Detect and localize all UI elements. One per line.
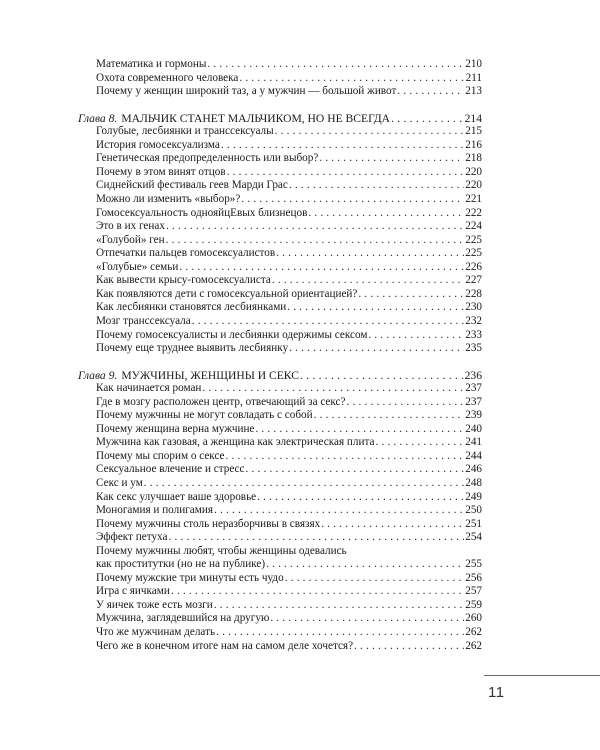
toc-entry	[96, 72, 482, 86]
toc-entry-title: Моногамия и полигамия	[96, 504, 213, 517]
toc-entry	[96, 477, 482, 491]
toc-entry-page: 213	[465, 85, 482, 98]
dot-leader	[166, 220, 464, 234]
dot-leader	[241, 193, 464, 207]
toc-entry-title: Секс и ум	[96, 477, 143, 489]
toc-entry	[96, 599, 482, 613]
chapter-label: Глава 9.	[78, 368, 118, 382]
toc-entry	[96, 247, 482, 261]
toc-entry-page: 237	[465, 382, 482, 395]
dot-leader	[276, 247, 464, 261]
dot-leader	[289, 342, 464, 356]
toc-entry-title: Можно ли изменить «выбор»?	[96, 193, 241, 205]
toc-entry	[96, 152, 482, 166]
dot-leader	[397, 85, 464, 99]
toc-entry-title: Почему мужские три минуты есть чудо	[96, 571, 284, 584]
toc-entry-page: 249	[465, 490, 482, 503]
dot-leader	[221, 139, 464, 153]
dot-leader	[144, 477, 464, 491]
toc-entry	[96, 463, 482, 477]
dot-leader	[166, 234, 465, 248]
toc-entry	[96, 450, 482, 464]
toc-entry	[96, 193, 482, 207]
toc-entry-page: 246	[465, 463, 482, 476]
dot-leader	[375, 436, 464, 450]
toc-entry	[96, 207, 482, 221]
dot-leader	[391, 112, 464, 126]
dot-leader	[255, 423, 464, 437]
dot-leader	[319, 152, 464, 166]
toc-entry-title: Математика и гормоны	[96, 58, 207, 70]
dot-leader	[275, 125, 465, 139]
toc-entry	[96, 234, 482, 248]
chapter-title: МАЛЬЧИК СТАНЕТ МАЛЬЧИКОМ, НО НЕ ВСЕГДА	[121, 111, 391, 125]
toc-entry	[96, 640, 482, 654]
toc-entry-title: Почему у женщин широкий таз, а у мужчин — большой живот	[96, 85, 397, 98]
toc-entry-title: Почему мужчины столь неразборчивы в связях	[96, 517, 321, 530]
toc-entry	[96, 166, 482, 180]
dot-leader	[207, 58, 464, 72]
toc-entry-title: Где в мозгу расположен центр, отвечающий за секс?	[96, 395, 346, 408]
toc-entry	[96, 518, 482, 532]
toc-entry-title: Чего же в конечном итоге нам на самом деле хочется?	[96, 639, 354, 652]
toc-entry-page: 220	[465, 179, 482, 192]
toc-entry-page: 225	[465, 247, 482, 260]
toc-entry	[96, 545, 482, 559]
chapter-title: МУЖЧИНЫ, ЖЕНЩИНЫ И СЕКС	[121, 368, 299, 382]
toc-entry-title: Почему женщина верна мужчине	[96, 422, 255, 435]
toc-entry	[96, 342, 482, 356]
toc-entry	[96, 315, 482, 329]
toc-entry-title: Как секс улучшает ваше здоровье	[96, 490, 257, 503]
toc-entry-page: 225	[465, 233, 482, 246]
dot-leader	[354, 640, 464, 654]
dot-leader	[227, 166, 465, 180]
toc-entry	[96, 531, 482, 545]
toc-entry-title: История гомосексуализма	[96, 138, 220, 151]
chapter-heading	[78, 112, 482, 126]
toc-entry-title: Охота современного человека	[96, 71, 239, 84]
toc-entry	[96, 261, 482, 275]
toc-entry-title: Что же мужчинам делать	[96, 626, 216, 638]
toc-entry	[96, 85, 482, 99]
toc-entry-page: 230	[465, 301, 482, 314]
dot-leader	[226, 450, 465, 464]
toc-entry-title: Гомосексуальность однояйцЕвых близнецов	[96, 206, 308, 219]
toc-entry-title: Почему мы спорим о сексе	[96, 449, 225, 462]
dot-leader	[300, 369, 464, 383]
toc-entry-page: 220	[465, 165, 482, 178]
toc-entry-page: 216	[465, 138, 482, 151]
toc-entry-page: 227	[465, 274, 482, 287]
toc-entry-page: 224	[465, 220, 482, 233]
dot-leader	[171, 585, 464, 599]
chapter-page: 214	[464, 111, 482, 125]
dot-leader	[214, 504, 464, 518]
toc-entry-title: Это в их генах	[96, 220, 165, 233]
toc-entry-title: Сексуальное влечение и стресс	[96, 463, 245, 476]
toc-entry-page: 211	[465, 71, 482, 84]
toc-entry-title: Сиднейский фестиваль геев Марди Грас	[96, 179, 288, 192]
toc-entry	[96, 504, 482, 518]
toc-entry-title: Генетическая предопределенность или выбор?	[96, 152, 319, 165]
toc-entry-title: «Голубые» семьи	[96, 260, 179, 273]
toc-entry-page: 257	[465, 585, 482, 598]
dot-leader	[346, 396, 464, 410]
toc-entry-page: 215	[465, 125, 482, 138]
toc-entry-page: 251	[465, 517, 482, 530]
toc-entry-page: 259	[465, 598, 482, 611]
dot-leader	[192, 315, 465, 329]
toc-entry	[96, 329, 482, 343]
toc-entry-page: 256	[465, 571, 482, 584]
toc-entry	[96, 396, 482, 410]
toc-entry	[96, 409, 482, 423]
dot-leader	[289, 179, 464, 193]
chapter-heading	[78, 369, 482, 383]
toc-entry-page: 221	[465, 193, 482, 205]
toc-entry	[96, 139, 482, 153]
toc-entry	[96, 436, 482, 450]
toc-entry-page: 226	[465, 260, 482, 273]
toc-entry-title: Как лесбиянки становятся лесбиянками	[96, 301, 287, 314]
toc-entry-page: 240	[465, 422, 482, 435]
toc-entry	[96, 58, 482, 72]
toc-entry-title: как проститутки (но не на публике)	[96, 558, 266, 571]
toc-entry-page: 260	[465, 612, 482, 625]
dot-leader	[368, 329, 464, 343]
toc-entry	[96, 288, 482, 302]
toc-entry-page: 241	[465, 436, 482, 449]
toc-entry-page: 210	[465, 58, 482, 70]
toc-entry	[96, 491, 482, 505]
toc-entry-title: Как начинается роман	[96, 382, 202, 395]
dot-leader	[358, 288, 464, 302]
toc-entry-title: Мозг транссексуала	[96, 314, 191, 327]
toc-entry	[96, 585, 482, 599]
dot-leader	[179, 261, 464, 275]
dot-leader	[287, 301, 464, 315]
toc-entry-title: Почему гомосексуалисты и лесбиянки одержимы сексом	[96, 328, 368, 341]
toc-entry-title: Мужчина как газовая, а женщина как электрическая плита	[96, 436, 375, 449]
toc-entry-page: 255	[465, 558, 482, 571]
toc-entry-page: 232	[465, 314, 482, 327]
dot-leader	[216, 626, 464, 640]
dot-leader	[257, 491, 464, 505]
page-number: 11	[488, 684, 505, 701]
dot-leader	[314, 409, 465, 423]
toc-entry-page: 262	[465, 626, 482, 638]
toc-entry-page: 239	[465, 409, 482, 422]
toc-entry	[96, 274, 482, 288]
toc-entry-title: Игра с яичками	[96, 585, 170, 598]
toc-entry-page: 218	[465, 152, 482, 165]
dot-leader	[168, 531, 464, 545]
dot-leader	[285, 572, 465, 586]
toc-entry-page: 237	[465, 395, 482, 408]
toc-entry	[96, 558, 482, 572]
footer-rule	[484, 675, 600, 676]
toc-entry	[96, 220, 482, 234]
chapter-label: Глава 8.	[78, 111, 118, 125]
toc-entry	[96, 179, 482, 193]
dot-leader	[321, 518, 464, 532]
toc-entry-title: Почему в этом винят отцов	[96, 165, 226, 178]
dot-leader	[308, 207, 464, 221]
toc-entry-title: Почему еще труднее выявить лесбиянку	[96, 342, 289, 354]
dot-leader	[202, 382, 464, 396]
toc-entry	[96, 301, 482, 315]
toc-entry-title: Мужчина, заглядевшийся на другую	[96, 612, 270, 625]
toc-entry-title: Эффект петуха	[96, 531, 168, 544]
dot-leader	[246, 463, 465, 477]
dot-leader	[266, 558, 464, 572]
toc-entry-title: «Голубой» ген	[96, 233, 165, 246]
dot-leader	[239, 72, 464, 86]
toc-entry	[96, 626, 482, 640]
toc-entry-page: 228	[465, 287, 482, 300]
toc-entry	[96, 423, 482, 437]
toc-entry-page: 235	[465, 342, 482, 354]
toc-entry	[96, 125, 482, 139]
toc-entry-title: Как появляются дети с гомосексуальной ориентацией?	[96, 287, 358, 300]
toc-entry	[96, 612, 482, 626]
chapter-page: 236	[464, 368, 482, 382]
dot-leader	[214, 599, 464, 613]
dot-leader	[270, 612, 464, 626]
toc-entry	[96, 382, 482, 396]
toc-entry-title: Почему мужчины любят, чтобы женщины одевались	[96, 544, 347, 557]
toc-entry-title: У яичек тоже есть мозги	[96, 598, 213, 611]
toc-entry-page: 250	[465, 504, 482, 517]
toc-entry-title: Почему мужчины не могут совладать с собой	[96, 409, 313, 422]
toc-entry-page: 244	[465, 449, 482, 462]
toc-entry-page: 254	[465, 531, 482, 544]
toc-entry-title: Отпечатки пальцев гомосексуалистов	[96, 247, 276, 260]
toc-entry-page: 248	[465, 477, 482, 489]
toc-entry-page: 262	[465, 639, 482, 652]
toc-entry-title: Как вывести крысу-гомосексуалиста	[96, 274, 271, 287]
toc-entry-page: 233	[465, 328, 482, 341]
toc-entry	[96, 572, 482, 586]
toc-entry-title: Голубые, лесбиянки и транссексуалы	[96, 125, 274, 138]
dot-leader	[272, 274, 464, 288]
toc-entry-page: 222	[465, 206, 482, 219]
